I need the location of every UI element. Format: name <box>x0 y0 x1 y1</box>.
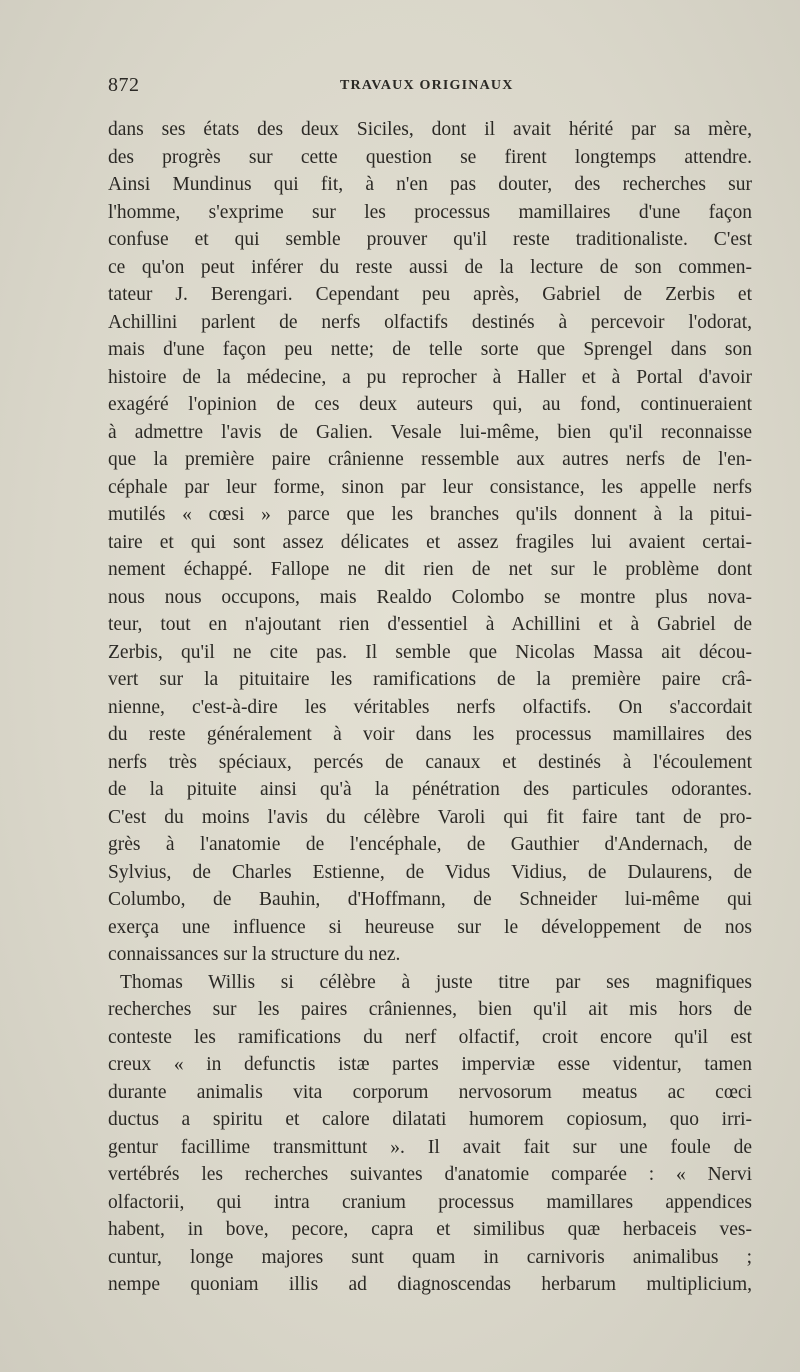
text-line: ductus a spiritu et calore dilatati humorem copiosum, quo irri- <box>108 1109 752 1130</box>
text-line: ce qu'on peut inférer du reste aussi de la lecture de son commen- <box>108 256 752 278</box>
text-line: taire et qui sont assez délicates et assez fragiles lui avaient certai- <box>108 531 752 553</box>
text-line: nement échappé. Fallope ne dit rien de net sur le problème dont <box>108 559 752 580</box>
text-line: confuse et qui semble prouver qu'il reste traditionaliste. C'est <box>108 229 752 250</box>
text-line: vert sur la pituitaire les ramifications de la première paire crâ- <box>108 669 752 690</box>
text-line: habent, in bove, pecore, capra et similibus quæ herbaceis ves- <box>108 1219 752 1240</box>
text-line: Columbo, de Bauhin, d'Hoffmann, de Schneider lui-même qui <box>108 889 752 910</box>
text-line: vertébrés les recherches suivantes d'anatomie comparée : « Nervi <box>108 1164 752 1185</box>
text-line: exerça une influence si heureuse sur le développement de nos <box>108 916 752 938</box>
text-line: des progrès sur cette question se firent longtemps attendre. <box>108 146 752 168</box>
page-number: 872 <box>108 74 140 96</box>
paragraph-end-line: connaissances sur la structure du nez. <box>108 944 401 965</box>
text-line: nous nous occupons, mais Realdo Colombo se montre plus nova- <box>108 586 752 608</box>
text-line: du reste généralement à voir dans les processus mamillaires des <box>108 724 752 745</box>
text-line: nienne, c'est-à-dire les véritables nerfs olfactifs. On s'accordait <box>108 696 752 718</box>
text-line: que la première paire crânienne ressemble aux autres nerfs de l'en- <box>108 449 752 470</box>
text-line: exagéré l'opinion de ces deux auteurs qui, au fond, continueraient <box>108 394 752 415</box>
running-title: TRAVAUX ORIGINAUX <box>340 78 514 93</box>
paragraph-start-line: Thomas Willis si célèbre à juste titre par ses magnifiques <box>120 971 752 993</box>
text-line: Achillini parlent de nerfs olfactifs destinés à percevoir l'odorat, <box>108 311 752 333</box>
text-line: nempe quoniam illis ad diagnoscendas herbarum multiplicium, <box>108 1274 752 1295</box>
text-line: olfactorii, qui intra cranium processus mamillares appendices <box>108 1191 752 1213</box>
text-line: nerfs très spéciaux, percés de canaux et destinés à l'écoulement <box>108 751 752 773</box>
text-line: teur, tout en n'ajoutant rien d'essentiel à Achillini et à Gabriel de <box>108 614 752 635</box>
text-line: Ainsi Mundinus qui fit, à n'en pas douter, des recherches sur <box>108 174 752 195</box>
text-line: histoire de la médecine, a pu reprocher à Haller et à Portal d'avoir <box>108 366 752 388</box>
text-line: de la pituite ainsi qu'à la pénétration des particules odorantes. <box>108 779 752 800</box>
text-line: Zerbis, qu'il ne cite pas. Il semble que Nicolas Massa ait décou- <box>108 641 752 663</box>
page-header <box>108 74 740 104</box>
text-line: gentur facillime transmittunt ». Il avait fait sur une foule de <box>108 1136 752 1158</box>
text-line: grès à l'anatomie de l'encéphale, de Gauthier d'Andernach, de <box>108 834 752 855</box>
text-line: durante animalis vita corporum nervosorum meatus ac cœci <box>108 1081 752 1103</box>
text-line: tateur J. Berengari. Cependant peu après, Gabriel de Zerbis et <box>108 284 752 305</box>
text-line: à admettre l'avis de Galien. Vesale lui-même, bien qu'il reconnaisse <box>108 421 752 443</box>
text-line: mais d'une façon peu nette; de telle sorte que Sprengel dans son <box>108 339 752 360</box>
text-line: Sylvius, de Charles Estienne, de Vidus Vidius, de Dulaurens, de <box>108 861 752 883</box>
text-line: mutilés « cœsi » parce que les branches qu'ils donnent à la pitui- <box>108 504 752 525</box>
text-line: recherches sur les paires crâniennes, bien qu'il ait mis hors de <box>108 999 752 1020</box>
body-text <box>108 116 752 1299</box>
text-line: creux « in defunctis istæ partes imperviæ esse videntur, tamen <box>108 1054 752 1075</box>
text-line: dans ses états des deux Siciles, dont il avait hérité par sa mère, <box>108 119 752 140</box>
text-line: conteste les ramifications du nerf olfactif, croit encore qu'il est <box>108 1026 752 1048</box>
text-line: cuntur, longe majores sunt quam in carnivoris animalibus ; <box>108 1246 752 1268</box>
text-line: céphale par leur forme, sinon par leur consistance, les appelle nerfs <box>108 476 752 498</box>
text-line: l'homme, s'exprime sur les processus mamillaires d'une façon <box>108 201 752 223</box>
text-line: C'est du moins l'avis du célèbre Varoli qui fit faire tant de pro- <box>108 806 752 828</box>
